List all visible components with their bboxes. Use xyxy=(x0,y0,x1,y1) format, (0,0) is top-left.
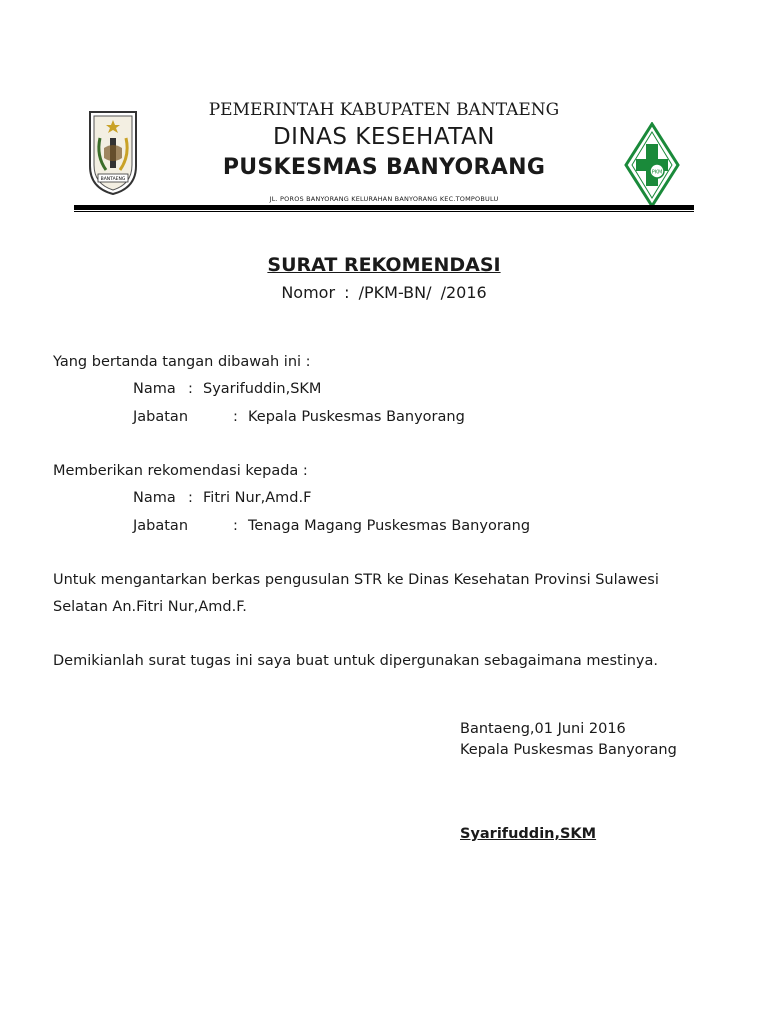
logo-label: PKM xyxy=(651,169,663,176)
signer-name-separator: : xyxy=(188,381,193,397)
recipient-position-value: Tenaga Magang Puskesmas Banyorang xyxy=(248,518,531,534)
signer-position-separator: : xyxy=(233,409,238,425)
document-title: SURAT REKOMENDASI xyxy=(267,254,501,276)
letterhead-divider xyxy=(74,205,694,210)
purpose-line-2: Selatan An.Fitri Nur,Amd.F. xyxy=(53,599,247,615)
department-heading: DINAS KESEHATAN xyxy=(272,124,496,150)
purpose-line-1: Untuk mengantarkan berkas pengusulan STR ke Dinas Kesehatan Provinsi Sulawesi xyxy=(53,572,659,588)
puskesmas-cross-logo-icon xyxy=(624,122,680,208)
signer-position-label: Jabatan xyxy=(133,409,189,425)
recipient-position-label: Jabatan xyxy=(133,518,189,534)
closing-statement: Demikianlah surat tugas ini saya buat untuk dipergunakan sebagaimana mestinya. xyxy=(53,653,658,669)
institution-heading: PUSKESMAS BANYORANG xyxy=(222,155,546,180)
signer-intro: Yang bertanda tangan dibawah ini : xyxy=(53,354,311,370)
recipient-name-separator: : xyxy=(188,490,193,506)
signature-role: Kepala Puskesmas Banyorang xyxy=(460,742,677,758)
regency-crest-icon xyxy=(86,108,140,196)
signer-position-value: Kepala Puskesmas Banyorang xyxy=(248,409,465,425)
government-heading: PEMERINTAH KABUPATEN BANTAENG xyxy=(208,100,560,120)
recipient-position-separator: : xyxy=(233,518,238,534)
recipient-name-value: Fitri Nur,Amd.F xyxy=(203,490,312,506)
signature-place-date: Bantaeng,01 Juni 2016 xyxy=(460,721,626,737)
crest-label: BANTAENG xyxy=(100,177,126,182)
signer-name-label: Nama xyxy=(133,381,176,397)
document-number: Nomor : /PKM-BN/ /2016 xyxy=(281,283,487,302)
recipient-name-label: Nama xyxy=(133,490,176,506)
recipient-intro: Memberikan rekomendasi kepada : xyxy=(53,463,308,479)
address-line: JL. POROS BANYORANG KELURAHAN BANYORANG KEC.TOMPOBULU xyxy=(269,195,499,203)
signer-name-value: Syarifuddin,SKM xyxy=(203,381,322,397)
letterhead-divider-thin xyxy=(74,211,694,212)
signature-name: Syarifuddin,SKM xyxy=(460,826,597,842)
